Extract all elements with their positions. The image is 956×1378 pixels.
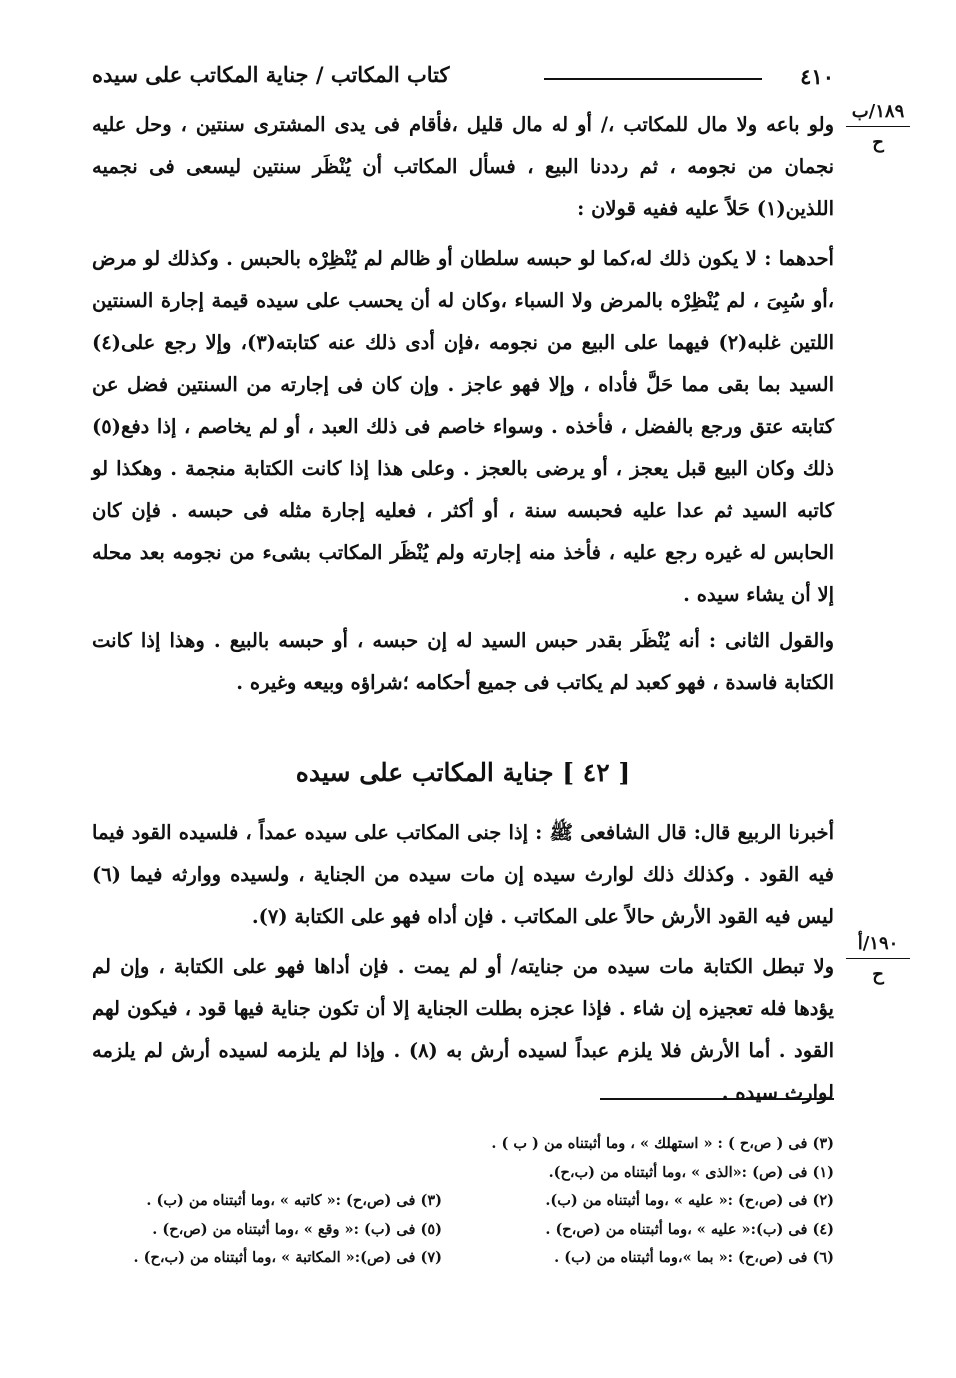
margin-note-folio xyxy=(846,932,910,987)
footnote: (٧) فى (ص):« المكاتبة » ،وما أثبتناه من (ب،ح) . xyxy=(133,1249,442,1266)
paragraph-lead: أحدهما : xyxy=(764,247,834,270)
footnote: (٤) فى (ب):« عليه » ،وما أثبتناه من (ص،ح) . xyxy=(545,1220,834,1238)
paragraph-lead: والقول الثانى : xyxy=(708,629,834,652)
footnote: (٥) فى (ب) :« وقع » ،وما أثبتناه من (ص،ح) . xyxy=(152,1220,442,1238)
body-paragraph xyxy=(92,620,834,704)
footnote: (٦) فى (ص،ح) :« بما »،وما أثبتناه من (ب) . xyxy=(554,1249,834,1266)
paragraph-text: أخبرنا الربيع قال: قال الشافعى ﷺ : إذا جنى المكاتب على سيده عمداً ، فلسيده القود فيما فيه القود . وكذلك ذلك لوارث سيده إن مات سيده من الجناية ، ولسيده ووارثه فيما (٦) ليس فيه القود الأرش حالاً على المكاتب . فإن أداه فهو على الكتابة (٧). xyxy=(92,821,834,928)
body-paragraph xyxy=(92,812,834,938)
footnote-separator xyxy=(600,1098,834,1100)
footnote: (٣) فى ( ص،ح ) : « استهلك » ، وما أثبتناه من ( ب ) . xyxy=(491,1135,834,1152)
body-paragraph xyxy=(92,104,834,230)
footnote-row xyxy=(92,1187,834,1216)
section-heading: [ ٤٢ ] جناية المكاتب على سيده xyxy=(295,758,631,787)
footnotes xyxy=(92,1130,834,1273)
header-rule xyxy=(544,78,762,80)
footnote: (١) فى (ص) :«الذى » ،وما أثبتناه من (ب،ح). xyxy=(548,1163,834,1181)
running-title: كتاب المكاتب / جناية المكاتب على سيده xyxy=(92,62,450,87)
body-paragraph xyxy=(92,946,834,1114)
footnote: (٣) فى (ص،ح) :« كاتبه » ،وما أثبتناه من (ب) . xyxy=(146,1192,442,1209)
margin-folio-label: ١٨٩/ب xyxy=(846,100,910,127)
body-paragraph xyxy=(92,238,834,616)
margin-manuscript-label: ح xyxy=(872,964,884,985)
page-number: ٤١٠ xyxy=(800,64,834,89)
paragraph-text xyxy=(92,620,834,704)
footnote-row xyxy=(92,1216,834,1245)
paragraph-text: ولو باعه ولا مال للمكاتب ،/ أو له مال قليل ،فأقام فى يدى المشترى سنتين ، وحل عليه نجمان من نجومه ، ثم رددنا البيع ، فسأل المكاتب أن يُنْظَر سنتين ليسعى فى نجميه اللذين(١) حَلاً عليه ففيه قولان : xyxy=(92,113,834,220)
footnote-row xyxy=(92,1244,834,1273)
page-header xyxy=(92,60,834,94)
paragraph-text xyxy=(92,238,834,616)
paragraph-body: لا يكون ذلك له،كما لو حبسه سلطان أو ظالم لم يُنْظِرْه بالحبس . وكذلك لو مرض ،أو سُبِىَ ، لم يُنْظِرْه بالمرض ولا السباء ،وكان له أن يحسب على سيده قيمة إجارة السنتين اللتين غلبه(٢) فيهما على البيع من نجومه ،فإن أدى ذلك عنه كتابته(٣)، وإلا رجع على(٤) السيد بما بقى مما حَلَّ فأداه ، وإلا فهو عاجز . وإن كان فى إجارته من السنتين فضل عن كتابته عتق ورجع بالفضل ، فأخذه . وسواء خاصم فى ذلك العبد ، أو لم يخاصم ، إذا دفع(٥) ذلك وكان البيع قبل يعجز ، أو يرضى بالعجز . وعلى هذا إذا كانت الكتابة منجمة . وهكذا لو كاتبه السيد ثم عدا عليه فحبسه سنة ، أو أكثر ، فعليه إجارة مثله فى حبسه . فإن كان الحابس له غيره رجع عليه ، فأخذ منه إجارته ولم يُنْظَر المكاتب بشىء من نجومه بعد محله إلا أن يشاء سيده . xyxy=(92,247,835,606)
paragraph-body: أنه يُنْظَر بقدر حبس السيد له إن حبسه ، أو حبسه بالبيع . وهذا إذا كانت الكتابة فاسدة ، فهو كعبد لم يكاتب فى جميع أحكامه ؛شراؤه وبيعه وغيره . xyxy=(92,629,834,694)
margin-manuscript-label: ح xyxy=(872,132,884,153)
footnote: (٢) فى (ص،ح) :« عليه » ،وما أثبتناه من (ب). xyxy=(545,1192,834,1209)
margin-note-folio xyxy=(846,100,910,155)
margin-folio-label: ١٩٠/أ xyxy=(846,932,910,959)
paragraph-text: ولا تبطل الكتابة مات سيده من جنايته/ أو لم يمت . فإن أداها فهو على الكتابة ، وإن لم يؤدها فله تعجيزه إن شاء . فإذا عجزه بطلت الجناية إلا أن تكون جناية فيها قود ، فيكون لهم القود . أما الأرش فلا يلزم عبداً لسيده أرش به (٨) . وإذا لم يلزمه لسيده أرش لم يلزمه لوارث سيده . xyxy=(92,955,834,1104)
